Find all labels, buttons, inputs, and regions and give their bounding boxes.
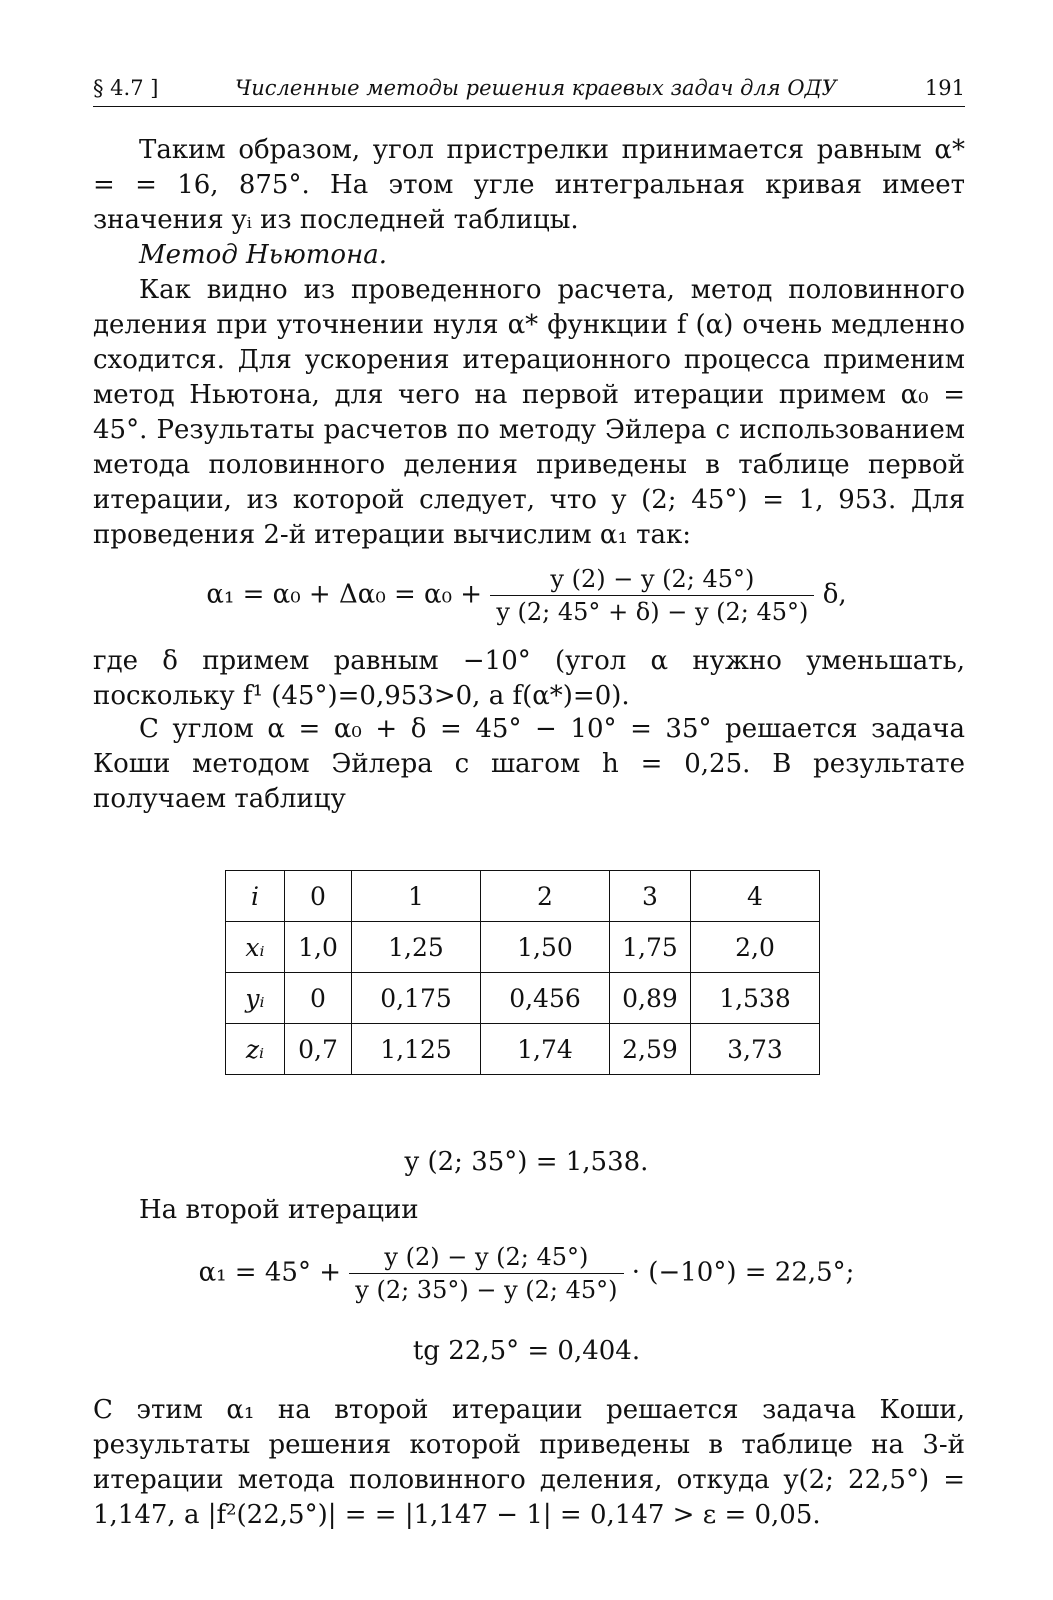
formula-1-numerator: y (2) − y (2; 45°) (490, 565, 814, 596)
paragraph-1 (93, 133, 965, 238)
table-cell: i (226, 871, 285, 922)
table-cell: xᵢ (226, 922, 285, 973)
formula-2-text: y (2; 35°) = 1,538. (404, 1147, 649, 1177)
formula-alpha1-general (0, 565, 1053, 626)
table-cell: 1,25 (352, 922, 481, 973)
formula-y-35 (0, 1147, 1053, 1177)
chapter-title: Численные методы решения краевых задач для ОДУ (235, 76, 837, 100)
paragraph-3-text: Как видно из проведенного расчета, метод половинного деления при уточнении нуля α* функции f (α) очень медленно сходится. Для ускорения итерационного процесса применим метод Ньютона, для чего на первой итерации примем α₀ = 45°. Результаты расчетов по методу Эйлера с использованием метода половинного деления приведены в таблице первой итерации, из которой следует, что y (2; 45°) = 1, 953. Для проведения 2-й итерации вычислим α₁ так: (93, 275, 965, 550)
formula-1-denominator: y (2; 45° + δ) − y (2; 45°) (496, 598, 809, 626)
table-cell: 1,0 (285, 922, 352, 973)
table-cell: 4 (691, 871, 820, 922)
paragraph-7 (93, 1393, 965, 1533)
paragraph-5-text: С углом α = α₀ + δ = 45° − 10° = 35° решается задача Коши методом Эйлера с шагом h = 0,25. В результате получаем таблицу (93, 714, 965, 814)
paragraph-6 (93, 1193, 965, 1228)
table-row (226, 973, 820, 1024)
table-row (226, 1024, 820, 1075)
formula-3-numerator: y (2) − y (2; 45°) (349, 1243, 623, 1274)
section-number: § 4.7 ] (93, 76, 159, 100)
table-cell: 0,175 (352, 973, 481, 1024)
table-cell: 2 (481, 871, 610, 922)
table-cell: 0,89 (610, 973, 691, 1024)
method-heading-text: Метод Ньютона. (139, 240, 387, 270)
table-row (226, 922, 820, 973)
table-cell: 1,538 (691, 973, 820, 1024)
table-row (226, 871, 820, 922)
formula-1-right: δ, (822, 579, 847, 610)
formula-tg (0, 1336, 1053, 1366)
page-number: 191 (924, 76, 965, 100)
paragraph-4-text: где δ примем равным −10° (угол α нужно уменьшать, поскольку f¹ (45°)=0,953>0, а f(α*)=0). (93, 646, 965, 711)
formula-1-fraction (490, 565, 814, 626)
formula-3-denominator: y (2; 35°) − y (2; 45°) (355, 1276, 618, 1304)
paragraph-7-text: С этим α₁ на второй итерации решается задача Коши, результаты решения которой приведены в таблице на 3-й итерации метода половинного деления, откуда y(2; 22,5°) = 1,147, а |f²(22,5°)| = = |1,147 − 1| = 0,147 > ε = 0,05. (93, 1395, 965, 1530)
table-cell: 1 (352, 871, 481, 922)
method-heading (93, 238, 965, 273)
paragraph-1-text: Таким образом, угол пристрелки принимается равным α* = = 16, 875°. На этом угле интегральная кривая имеет значения yᵢ из последней таблицы. (93, 135, 965, 235)
table-cell: 3 (610, 871, 691, 922)
table-cell: 0 (285, 973, 352, 1024)
table-cell: 1,74 (481, 1024, 610, 1075)
formula-3-left: α₁ = 45° + (198, 1257, 341, 1288)
table-cell: 1,125 (352, 1024, 481, 1075)
table-cell: 3,73 (691, 1024, 820, 1075)
table-cell: 1,75 (610, 922, 691, 973)
table-cell: 0 (285, 871, 352, 922)
paragraph-6-text: На второй итерации (139, 1195, 419, 1225)
table-cell: 0,7 (285, 1024, 352, 1075)
formula-alpha1-second (0, 1243, 1053, 1304)
table-cell: 0,456 (481, 973, 610, 1024)
euler-results-table (225, 870, 820, 1075)
formula-3-right: · (−10°) = 22,5°; (631, 1257, 855, 1288)
table-cell: zᵢ (226, 1024, 285, 1075)
formula-4-text: tg 22,5° = 0,404. (412, 1336, 641, 1366)
running-header (93, 74, 965, 107)
table-cell: 1,50 (481, 922, 610, 973)
formula-3-fraction (349, 1243, 623, 1304)
paragraph-4 (93, 644, 965, 714)
table-cell: 2,0 (691, 922, 820, 973)
table-cell: 2,59 (610, 1024, 691, 1075)
paragraph-3 (93, 273, 965, 553)
formula-1-left: α₁ = α₀ + Δα₀ = α₀ + (206, 579, 483, 610)
table-cell: yᵢ (226, 973, 285, 1024)
paragraph-5 (93, 712, 965, 817)
